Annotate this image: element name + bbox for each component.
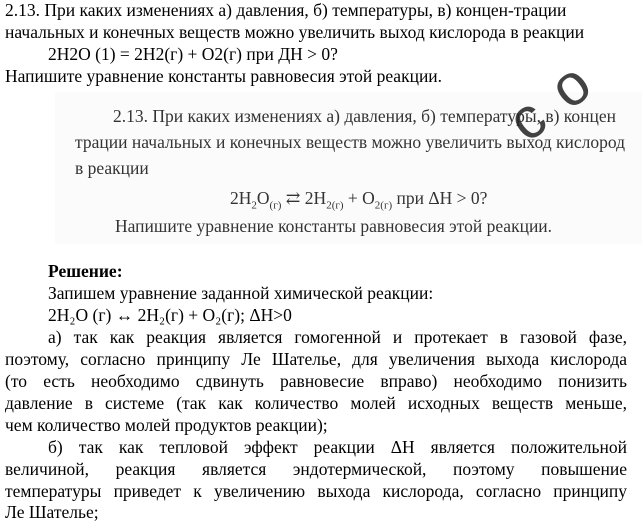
question-line-2: начальных и конечных веществ можно увеличить выход кислорода в реакции xyxy=(5,22,585,42)
scan-line-3: в реакции xyxy=(75,158,149,178)
solution-heading: Решение: xyxy=(48,261,123,281)
question-line-4: Напишите уравнение константы равновесия этой реакции. xyxy=(5,66,443,86)
paragraph-b-line: величиной, реакция является эндотермической, поэтому повышение xyxy=(5,459,627,479)
solution-intro: Запишем уравнение заданной химической реакции: xyxy=(48,283,434,303)
scan-equation: $2H_2O_{(г)}$ ⇄ $2H_{2(г)} + O_{2(г)}$ при ΔH > 0? xyxy=(230,188,488,212)
paragraph-a-line: чем количество молей продуктов реакции); xyxy=(5,415,328,435)
scan-line-5: Напишите уравнение константы равновесия этой реакции. xyxy=(115,216,553,236)
question-equation: 2H2O (1) = 2H2(г) + O2(г) при ДН > 0? xyxy=(48,44,338,64)
paragraph-a-line: (то есть необходимо сдвинуть равновесие вправо) необходимо понизить xyxy=(5,371,627,391)
paragraph-b-line: б) так как тепловой эффект реакции ΔH является положительной xyxy=(48,437,627,457)
scan-line-1: 2.13. При каких изменениях а) давления, б) температуры, в) концен xyxy=(113,106,617,126)
paragraph-a-line: а) так как реакция является гомогенной и протекает в газовой фазе, xyxy=(48,327,627,347)
question-line-1: 2.13. При каких изменениях а) давления, б) температуры, в) концен-трации xyxy=(5,0,567,20)
paragraph-b-line: температуры приведет к увеличению выхода кислорода, согласно принципу xyxy=(5,481,627,501)
paragraph-b-line: Ле Шателье; xyxy=(5,502,99,522)
paragraph-a-line: поэтому, согласно принципу Ле Шателье, для увеличения выхода кислорода xyxy=(5,349,627,369)
scan-line-2: трации начальных и конечных веществ можно увеличить выход кислород xyxy=(75,132,626,152)
watermark: c o xyxy=(495,47,607,155)
paragraph-a-line: давление в системе (так как количество молей исходных веществ меньше, xyxy=(5,393,627,413)
solution-reaction: 2H₂O (г) ↔ 2H₂(г) + O₂(г); ΔH>0 xyxy=(48,305,292,325)
